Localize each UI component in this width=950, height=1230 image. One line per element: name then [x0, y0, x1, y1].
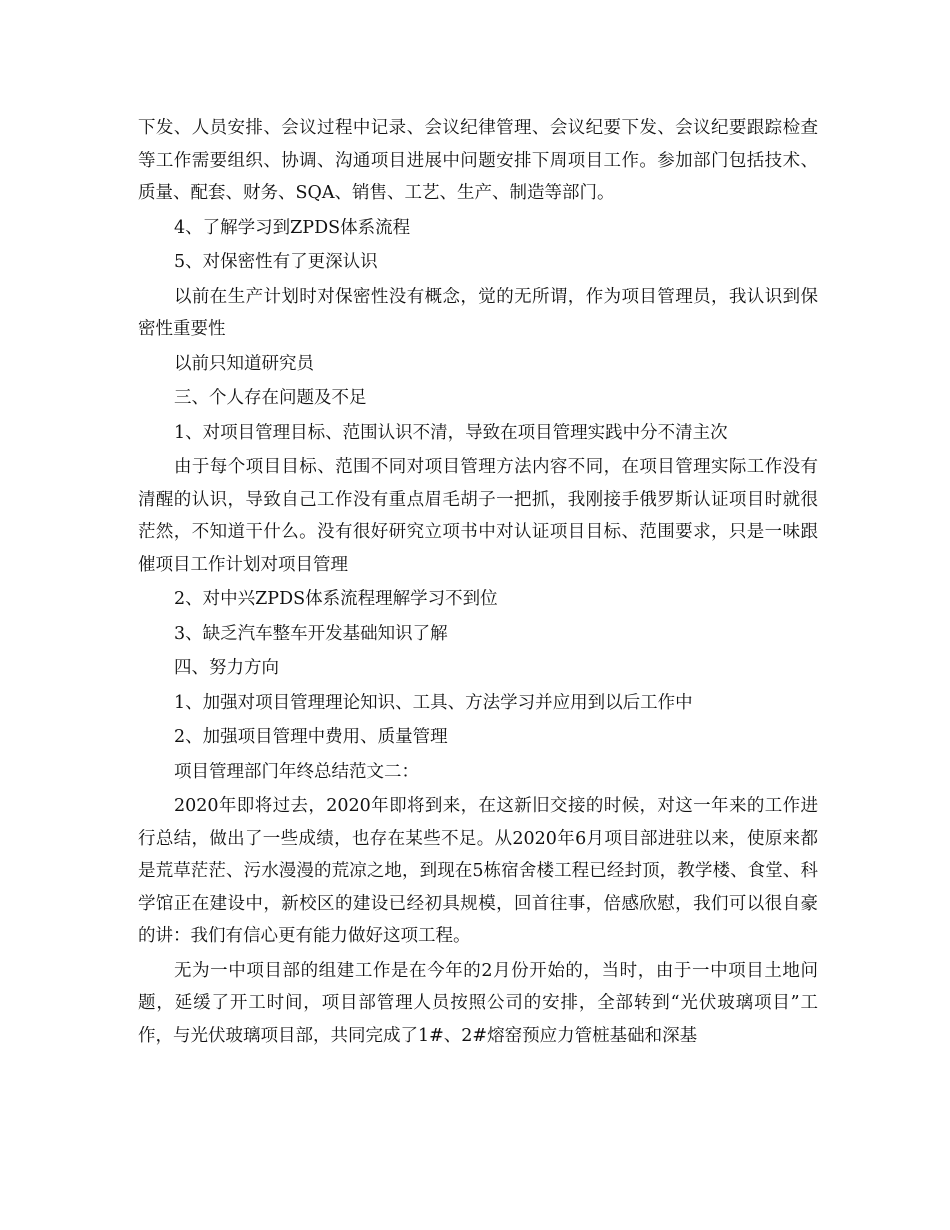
paragraph: 由于每个项目目标、范围不同对项目管理方法内容不同，在项目管理实际工作没有清醒的认识，导致自己工作没有重点眉毛胡子一把抓，我刚接手俄罗斯认证项目时就很茫然，不知道干什么。没有很好研究立项书中对认证项目目标、范围要求，只是一味跟催项目工作计划对项目管理	[138, 457, 818, 575]
document-page	[138, 112, 818, 1054]
paragraph: 2、对中兴ZPDS体系流程理解学习不到位	[174, 589, 498, 609]
paragraph: 1、对项目管理目标、范围认识不清，导致在项目管理实践中分不清主次	[174, 422, 728, 443]
section-heading: 项目管理部门年终总结范文二：	[174, 761, 419, 782]
paragraph: 以前在生产计划时对保密性没有概念，觉的无所谓，作为项目管理员，我认识到保密性重要性	[138, 286, 818, 339]
paragraph: 以前只知道研究员	[174, 353, 314, 374]
paragraph: 3、缺乏汽车整车开发基础知识了解	[174, 623, 448, 644]
paragraph: 无为一中项目部的组建工作是在今年的2月份开始的，当时，由于一中项目土地问题，延缓了开工时间，项目部管理人员按照公司的安排，全部转到“光伏玻璃项目”工作，与光伏玻璃项目部，共同完成了1#、2#熔窑预应力管桩基础和深基	[138, 960, 818, 1046]
paragraph: 下发、人员安排、会议过程中记录、会议纪律管理、会议纪要下发、会议纪要跟踪检查等工作需要组织、协调、沟通项目进展中问题安排下周项目工作。参加部门包括技术、质量、配套、财务、SQA、销售、工艺、生产、制造等部门。	[138, 118, 818, 203]
section-heading: 四、努力方向	[174, 658, 279, 678]
paragraph: 5、对保密性有了更深认识	[174, 252, 378, 272]
paragraph: 2020年即将过去，2020年即将到来，在这新旧交接的时候，对这一年来的工作进行总结，做出了一些成绩，也存在某些不足。从2020年6月项目部进驻以来，使原来都是荒草茫茫、污水漫漫的荒凉之地，到现在5栋宿舍楼工程已经封顶，教学楼、食堂、科学馆正在建设中，新校区的建设已经初具规模，回首往事，倍感欣慰，我们可以很自豪的讲：我们有信心更有能力做好这项工程。	[138, 796, 818, 946]
paragraph: 1、加强对项目管理理论知识、工具、方法学习并应用到以后工作中	[174, 692, 693, 713]
section-heading: 三、个人存在问题及不足	[174, 388, 367, 408]
paragraph: 4、了解学习到ZPDS体系流程	[174, 217, 411, 238]
paragraph: 2、加强项目管理中费用、质量管理	[174, 727, 448, 747]
